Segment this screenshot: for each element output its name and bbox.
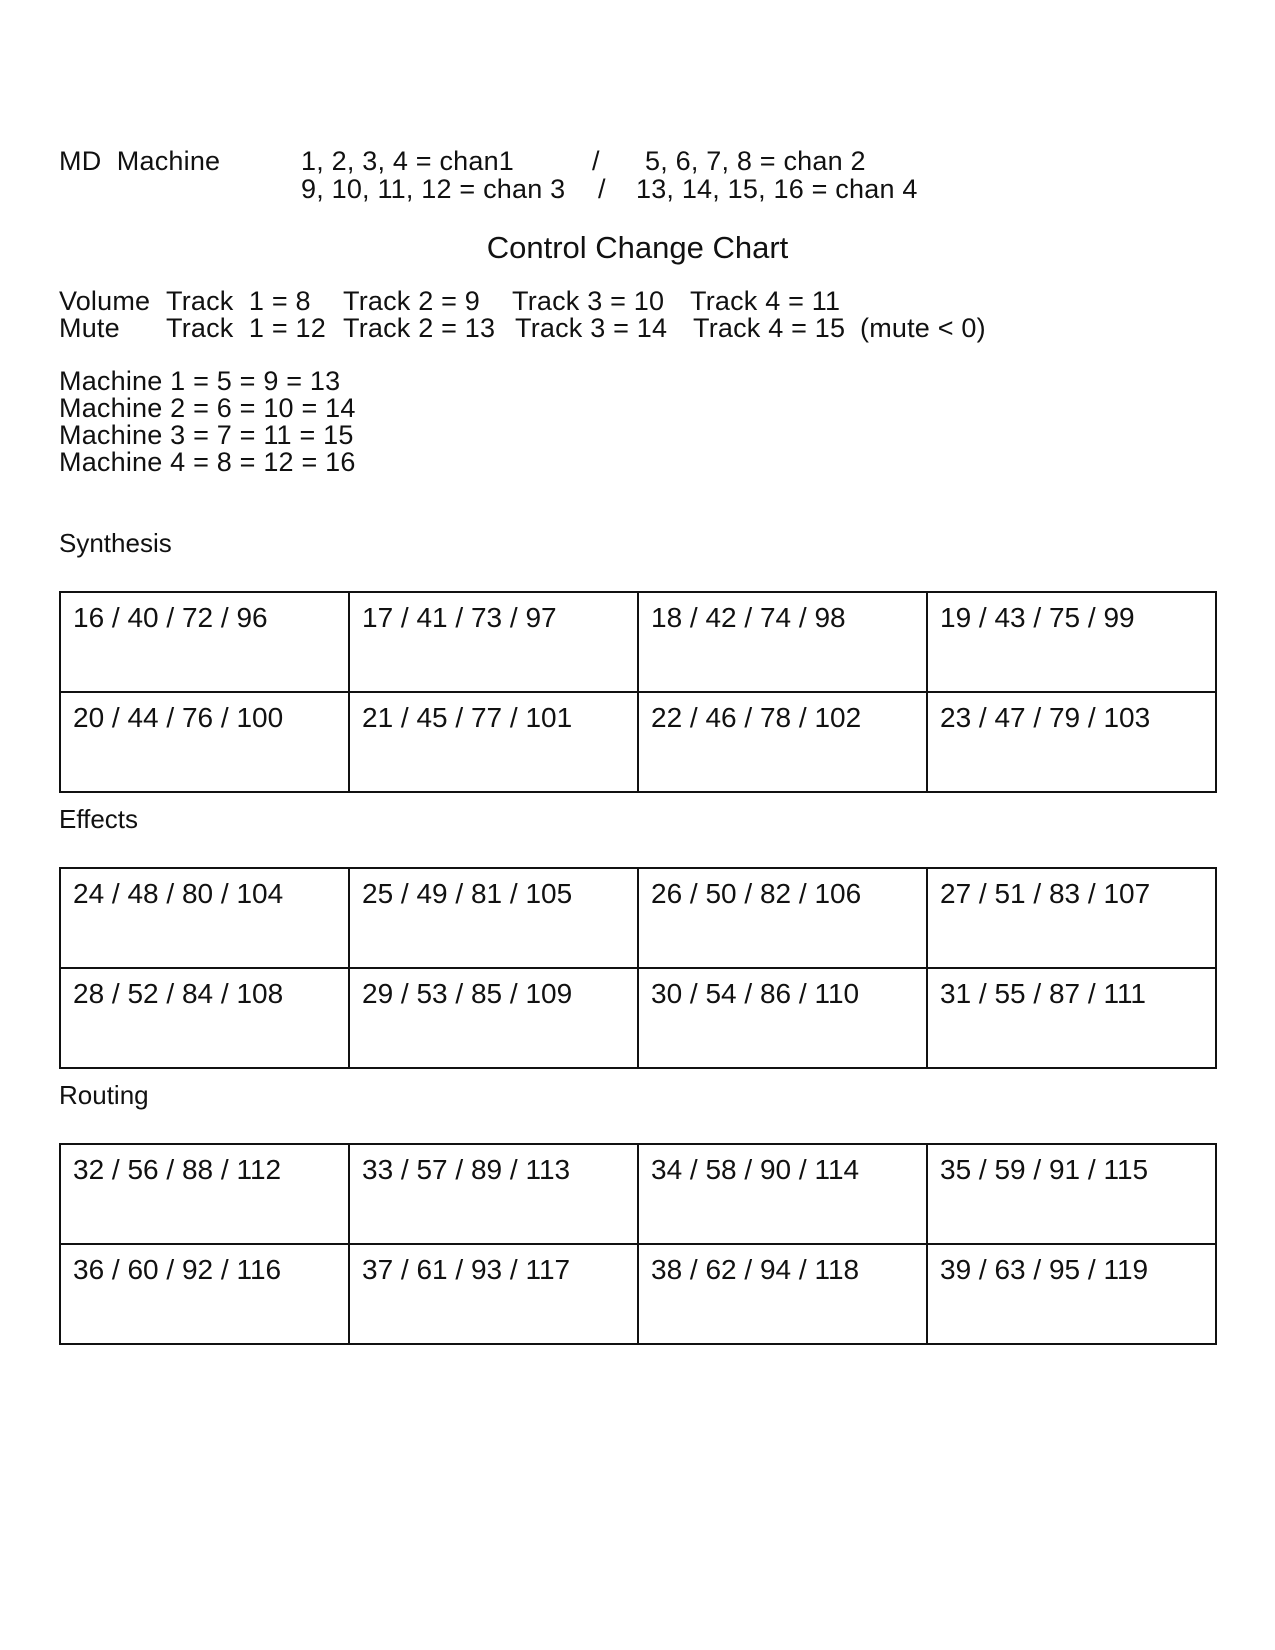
chan-separator-1: / xyxy=(592,146,600,176)
routing-label: Routing xyxy=(59,1080,149,1110)
table-cell: 31 / 55 / 87 / 111 xyxy=(927,968,1216,1068)
table-cell: 17 / 41 / 73 / 97 xyxy=(349,592,638,692)
table-cell: 21 / 45 / 77 / 101 xyxy=(349,692,638,792)
table-row xyxy=(60,1244,1216,1344)
machine-line-4: Machine 4 = 8 = 12 = 16 xyxy=(59,447,356,477)
chan-separator-2: / xyxy=(598,174,606,204)
effects-table xyxy=(59,867,1217,1069)
mute-track-3: Track 3 = 14 xyxy=(515,313,668,343)
table-cell: 37 / 61 / 93 / 117 xyxy=(349,1244,638,1344)
chan-mapping-4: 13, 14, 15, 16 = chan 4 xyxy=(636,174,918,204)
chan-mapping-1: 1, 2, 3, 4 = chan1 xyxy=(301,146,515,176)
table-cell: 39 / 63 / 95 / 119 xyxy=(927,1244,1216,1344)
table-cell: 38 / 62 / 94 / 118 xyxy=(638,1244,927,1344)
table-cell: 26 / 50 / 82 / 106 xyxy=(638,868,927,968)
table-cell: 32 / 56 / 88 / 112 xyxy=(60,1144,349,1244)
mute-track-2: Track 2 = 13 xyxy=(343,313,496,343)
table-row xyxy=(60,692,1216,792)
table-cell: 34 / 58 / 90 / 114 xyxy=(638,1144,927,1244)
synthesis-label: Synthesis xyxy=(59,528,172,558)
chan-mapping-2: 5, 6, 7, 8 = chan 2 xyxy=(645,146,866,176)
table-row xyxy=(60,968,1216,1068)
mute-label: Mute xyxy=(59,313,120,343)
effects-label: Effects xyxy=(59,804,139,834)
table-cell: 23 / 47 / 79 / 103 xyxy=(927,692,1216,792)
chan-mapping-3: 9, 10, 11, 12 = chan 3 xyxy=(301,174,566,204)
page-title: Control Change Chart xyxy=(486,230,789,265)
table-cell: 36 / 60 / 92 / 116 xyxy=(60,1244,349,1344)
volume-track-3: Track 3 = 10 xyxy=(512,286,665,316)
table-cell: 24 / 48 / 80 / 104 xyxy=(60,868,349,968)
table-cell: 29 / 53 / 85 / 109 xyxy=(349,968,638,1068)
table-cell: 20 / 44 / 76 / 100 xyxy=(60,692,349,792)
table-row xyxy=(60,1144,1216,1244)
volume-track-2: Track 2 = 9 xyxy=(343,286,481,316)
volume-track-4: Track 4 = 11 xyxy=(690,286,841,316)
table-cell: 28 / 52 / 84 / 108 xyxy=(60,968,349,1068)
machine-line-2: Machine 2 = 6 = 10 = 14 xyxy=(59,393,356,423)
md-machine-label: MD Machine xyxy=(59,146,221,176)
volume-track-1: Track 1 = 8 xyxy=(166,286,311,316)
machine-line-3: Machine 3 = 7 = 11 = 15 xyxy=(59,420,354,450)
table-row xyxy=(60,868,1216,968)
table-cell: 33 / 57 / 89 / 113 xyxy=(349,1144,638,1244)
synthesis-table xyxy=(59,591,1217,793)
machine-line-1: Machine 1 = 5 = 9 = 13 xyxy=(59,366,341,396)
mute-note: (mute < 0) xyxy=(860,313,986,343)
volume-label: Volume xyxy=(59,286,151,316)
mute-track-1: Track 1 = 12 xyxy=(166,313,326,343)
table-cell: 25 / 49 / 81 / 105 xyxy=(349,868,638,968)
table-cell: 35 / 59 / 91 / 115 xyxy=(927,1144,1216,1244)
table-row xyxy=(60,592,1216,692)
table-cell: 27 / 51 / 83 / 107 xyxy=(927,868,1216,968)
table-cell: 18 / 42 / 74 / 98 xyxy=(638,592,927,692)
table-cell: 22 / 46 / 78 / 102 xyxy=(638,692,927,792)
routing-table xyxy=(59,1143,1217,1345)
table-cell: 19 / 43 / 75 / 99 xyxy=(927,592,1216,692)
mute-track-4: Track 4 = 15 xyxy=(693,313,846,343)
table-cell: 16 / 40 / 72 / 96 xyxy=(60,592,349,692)
table-cell: 30 / 54 / 86 / 110 xyxy=(638,968,927,1068)
